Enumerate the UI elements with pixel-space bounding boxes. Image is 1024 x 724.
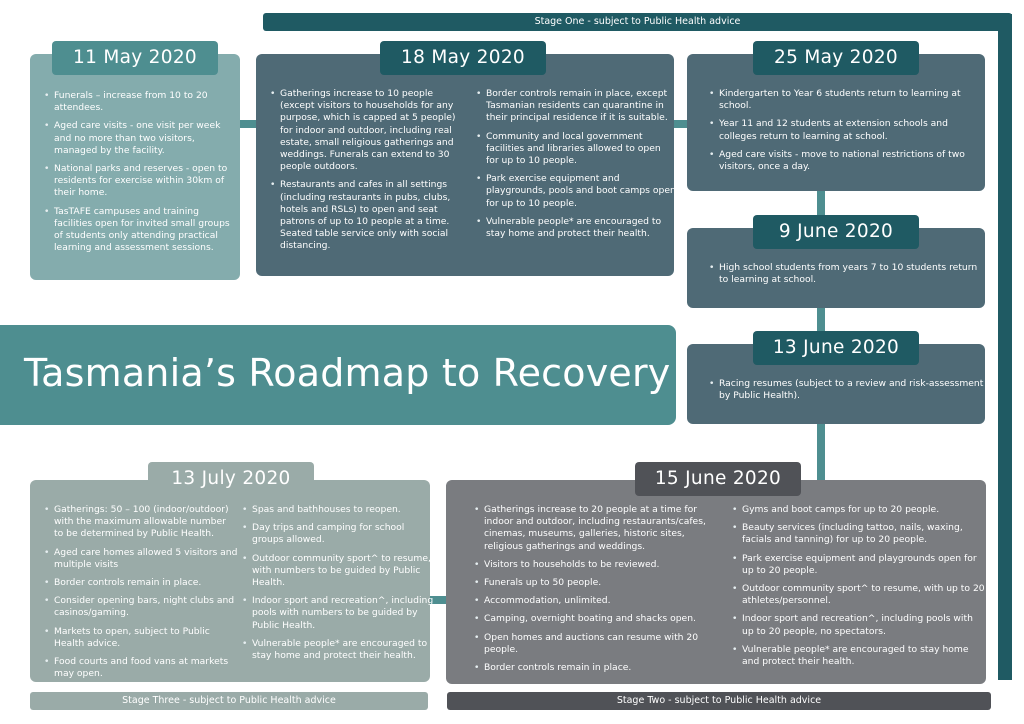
list-item: • Year 11 and 12 students at extension schools and colleges return to learning at school.: [719, 118, 987, 142]
connector-13jun-15jun: [817, 422, 825, 484]
panel-9-june-list: [707, 262, 987, 292]
list-item: • Funerals – increase from 10 to 20 attendees.: [54, 90, 240, 114]
list-item: • Camping, overnight boating and shacks open.: [484, 613, 726, 625]
list-item: • Aged care visits - one visit per week and no more than two visitors, managed by the facility.: [54, 120, 240, 157]
panel-11-may: [30, 54, 240, 280]
list-item: • Indoor sport and recreation^, including pools with numbers to be guided by Public Health.: [252, 595, 434, 632]
panel-13-july-list-right: [240, 504, 434, 668]
list-item: • Border controls remain in place.: [484, 662, 726, 674]
list-item: • Gatherings: 50 – 100 (indoor/outdoor) with the maximum allowable number to be determined by Public Health.: [54, 504, 238, 541]
list-item: • Visitors to households to be reviewed.: [484, 559, 726, 571]
panel-18-may-list-left: [268, 88, 468, 259]
date-tag-15-june: 15 June 2020: [635, 462, 801, 496]
page-title: Tasmania’s Roadmap to Recovery: [24, 351, 671, 395]
list-item: • Border controls remain in place.: [54, 577, 238, 589]
list-item: • Food courts and food vans at markets may open.: [54, 656, 238, 680]
panel-13-june-list: [707, 378, 987, 408]
list-item: • Gyms and boot camps for up to 20 people.: [742, 504, 986, 516]
date-tag-18-may: 18 May 2020: [380, 41, 546, 75]
list-item: • Vulnerable people* are encouraged to stay home and protect their health.: [486, 216, 676, 240]
list-item: • Beauty services (including tattoo, nails, waxing, facials and tanning) for up to 20 people.: [742, 522, 986, 546]
date-tag-11-may: 11 May 2020: [52, 41, 218, 75]
list-item: • Border controls remain in place, except Tasmanian residents can quarantine in their principal residence if it is suitable.: [486, 88, 676, 125]
list-item: • Park exercise equipment and playgrounds open for up to 20 people.: [742, 553, 986, 577]
panel-11-may-list: [42, 90, 240, 260]
panel-15-june-list-right: [730, 504, 986, 674]
panel-25-may-list: [707, 88, 987, 179]
list-item: • Aged care visits - move to national restrictions of two visitors, once a day.: [719, 149, 987, 173]
list-item: • National parks and reserves - open to residents for exercise within 30km of their home.: [54, 163, 240, 200]
panel-18-may: [256, 54, 674, 276]
list-item: • Vulnerable people* are encouraged to stay home and protect their health.: [252, 638, 434, 662]
date-tag-25-may: 25 May 2020: [753, 41, 919, 75]
list-item: • Day trips and camping for school groups allowed.: [252, 522, 434, 546]
list-item: • Community and local government facilities and libraries allowed to open for up to 10 people.: [486, 131, 676, 168]
list-item: • Open homes and auctions can resume with 20 people.: [484, 632, 726, 656]
list-item: • Markets to open, subject to Public Health advice.: [54, 626, 238, 650]
list-item: • Consider opening bars, night clubs and casinos/gaming.: [54, 595, 238, 619]
stage-three-bar: Stage Three - subject to Public Health advice: [30, 692, 428, 710]
panel-15-june: [446, 480, 986, 684]
list-item: • TasTAFE campuses and training facilities open for invited small groups of students only attending practical learning and assessment sessions.: [54, 206, 240, 255]
list-item: • Outdoor community sport^ to resume, with up to 20 athletes/personnel.: [742, 583, 986, 607]
list-item: • Kindergarten to Year 6 students return to learning at school.: [719, 88, 987, 112]
stage-two-bar: Stage Two - subject to Public Health advice: [447, 692, 991, 710]
date-tag-13-july: 13 July 2020: [148, 462, 314, 496]
stage-one-bar: Stage One - subject to Public Health advice: [263, 13, 1012, 31]
list-item: • Indoor sport and recreation^, including pools with up to 20 people, no spectators.: [742, 613, 986, 637]
date-tag-13-june: 13 June 2020: [753, 331, 919, 365]
list-item: • Aged care homes allowed 5 visitors and multiple visits: [54, 547, 238, 571]
stage-one-right-line: [998, 14, 1012, 680]
list-item: • Spas and bathhouses to reopen.: [252, 504, 434, 516]
panel-15-june-list-left: [472, 504, 726, 680]
panel-18-may-list-right: [474, 88, 676, 246]
list-item: • Restaurants and cafes in all settings (including restaurants in pubs, clubs, hotels and RSLs) to open and seat patrons of up to 10 people at a time. Seated table service only with social distancing.: [280, 179, 468, 252]
list-item: • High school students from years 7 to 10 students return to learning at school.: [719, 262, 987, 286]
list-item: • Vulnerable people* are encouraged to stay home and protect their health.: [742, 644, 986, 668]
date-tag-9-june: 9 June 2020: [753, 215, 919, 249]
list-item: • Funerals up to 50 people.: [484, 577, 726, 589]
list-item: • Park exercise equipment and playgrounds, pools and boot camps open for up to 10 people.: [486, 173, 676, 210]
panel-13-july-list-left: [42, 504, 238, 686]
title-banner: [0, 325, 676, 425]
list-item: • Outdoor community sport^ to resume, with numbers to be guided by Public Health.: [252, 553, 434, 590]
panel-13-july: [30, 480, 434, 682]
list-item: • Racing resumes (subject to a review and risk-assessment by Public Health).: [719, 378, 987, 402]
connector-11may-18may: [238, 120, 258, 128]
list-item: • Gatherings increase to 20 people at a time for indoor and outdoor, including restaurants/cafes, cinemas, museums, galleries, historic sites, religious gatherings and weddings.: [484, 504, 726, 553]
list-item: • Accommodation, unlimited.: [484, 595, 726, 607]
list-item: • Gatherings increase to 10 people (except visitors to households for any purpose, which is capped at 5 people) for indoor and outdoor, including real estate, small religious gatherings and weddings. Funerals can extend to 30 people outdoors.: [280, 88, 468, 173]
